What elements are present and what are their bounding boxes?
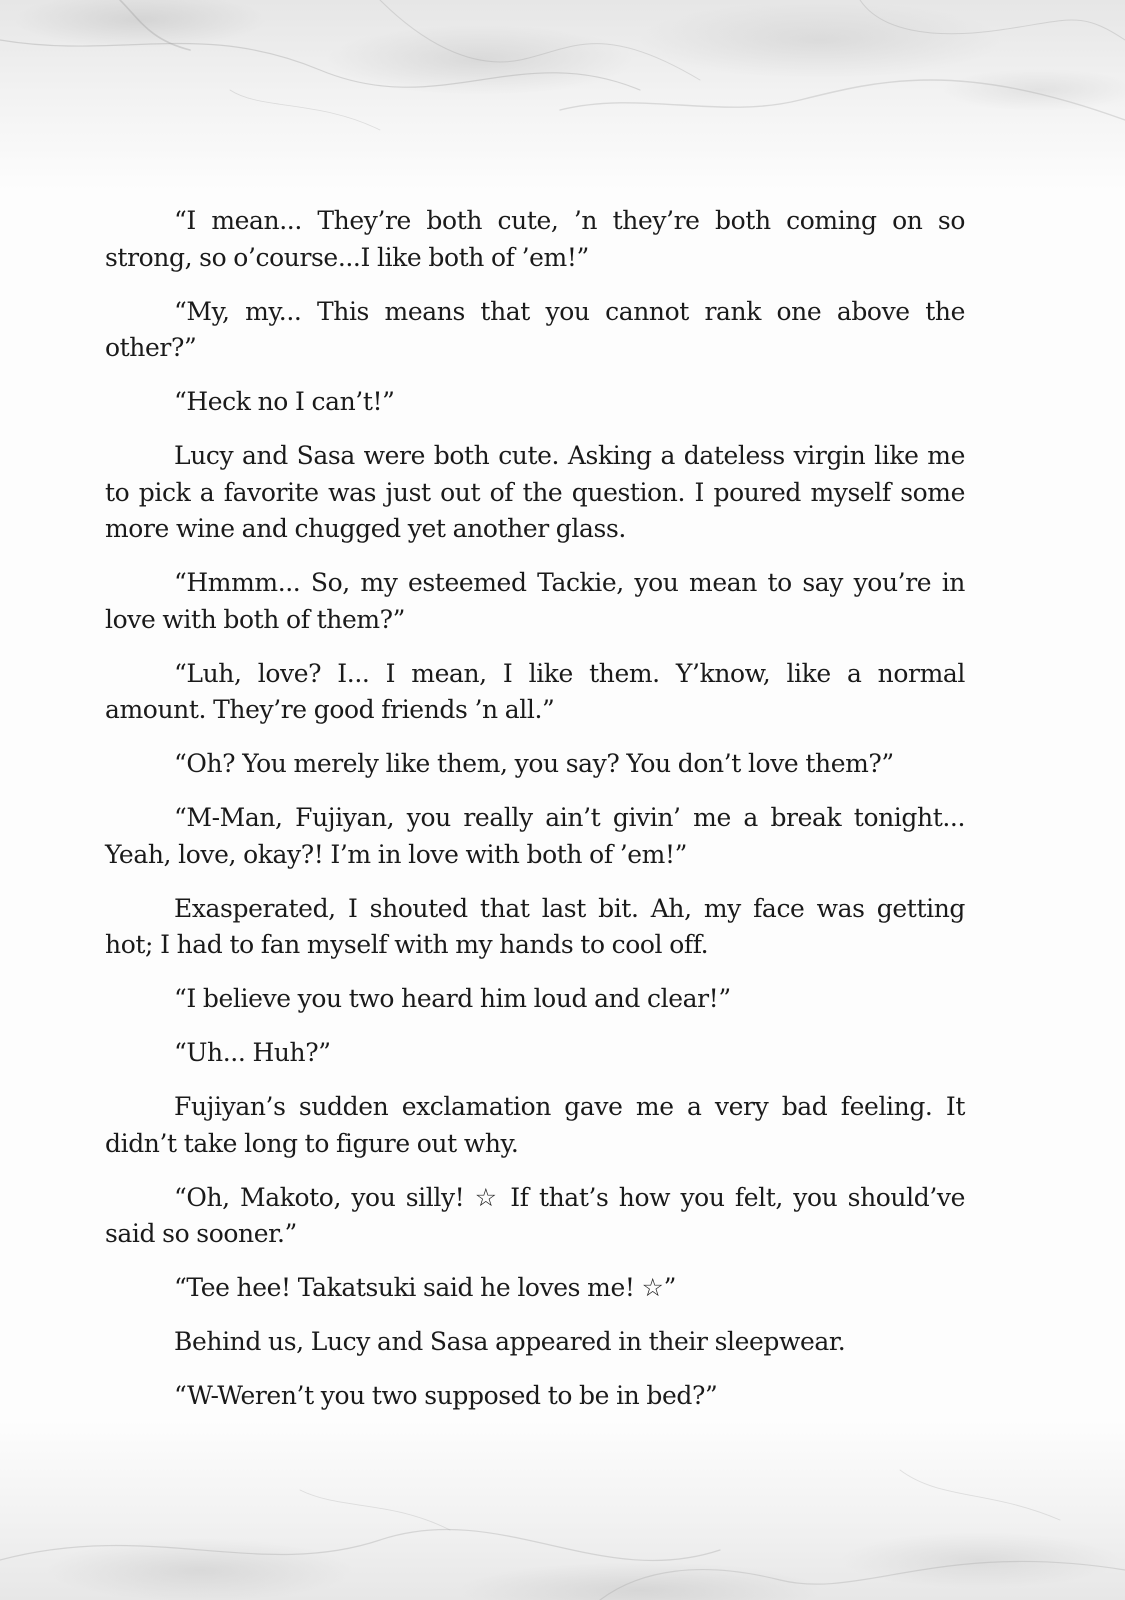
paragraph: Behind us, Lucy and Sasa appeared in their sleepwear.: [174, 1327, 846, 1356]
paragraph: “W-Weren’t you two supposed to be in bed?”: [174, 1381, 718, 1410]
paragraph: “Hmmm... So, my esteemed Tackie, you mean to say you’re in love with both of them?”: [105, 568, 965, 634]
paragraph: “M-Man, Fujiyan, you really ain’t givin’ me a break tonight... Yeah, love, okay?! I’m in love with both of ’em!”: [105, 803, 965, 869]
paragraph: “I mean... They’re both cute, ’n they’re both coming on so strong, so o’course...I like both of ’em!”: [105, 206, 965, 272]
paragraph: “Luh, love? I... I mean, I like them. Y’know, like a normal amount. They’re good friends ’n all.”: [105, 658, 965, 724]
paragraph: “My, my... This means that you cannot rank one above the other?”: [105, 296, 965, 362]
paragraph: Exasperated, I shouted that last bit. Ah, my face was getting hot; I had to fan myself with my hands to cool off.: [105, 893, 965, 959]
paragraph: Lucy and Sasa were both cute. Asking a dateless virgin like me to pick a favorite was just out of the question. I poured myself some more wine and chugged yet another glass.: [105, 441, 965, 543]
paragraph: “Heck no I can’t!”: [174, 387, 395, 416]
paragraph: “Oh? You merely like them, you say? You don’t love them?”: [174, 749, 894, 778]
paragraph: “Tee hee! Takatsuki said he loves me! ☆”: [174, 1273, 676, 1302]
body-text: [105, 203, 965, 1432]
paragraph: Fujiyan’s sudden exclamation gave me a very bad feeling. It didn’t take long to figure out why.: [105, 1092, 965, 1158]
paragraph: “I believe you two heard him loud and clear!”: [174, 984, 731, 1013]
paragraph: “Uh... Huh?”: [174, 1038, 331, 1067]
paragraph: “Oh, Makoto, you silly! ☆ If that’s how you felt, you should’ve said so sooner.”: [105, 1182, 965, 1248]
